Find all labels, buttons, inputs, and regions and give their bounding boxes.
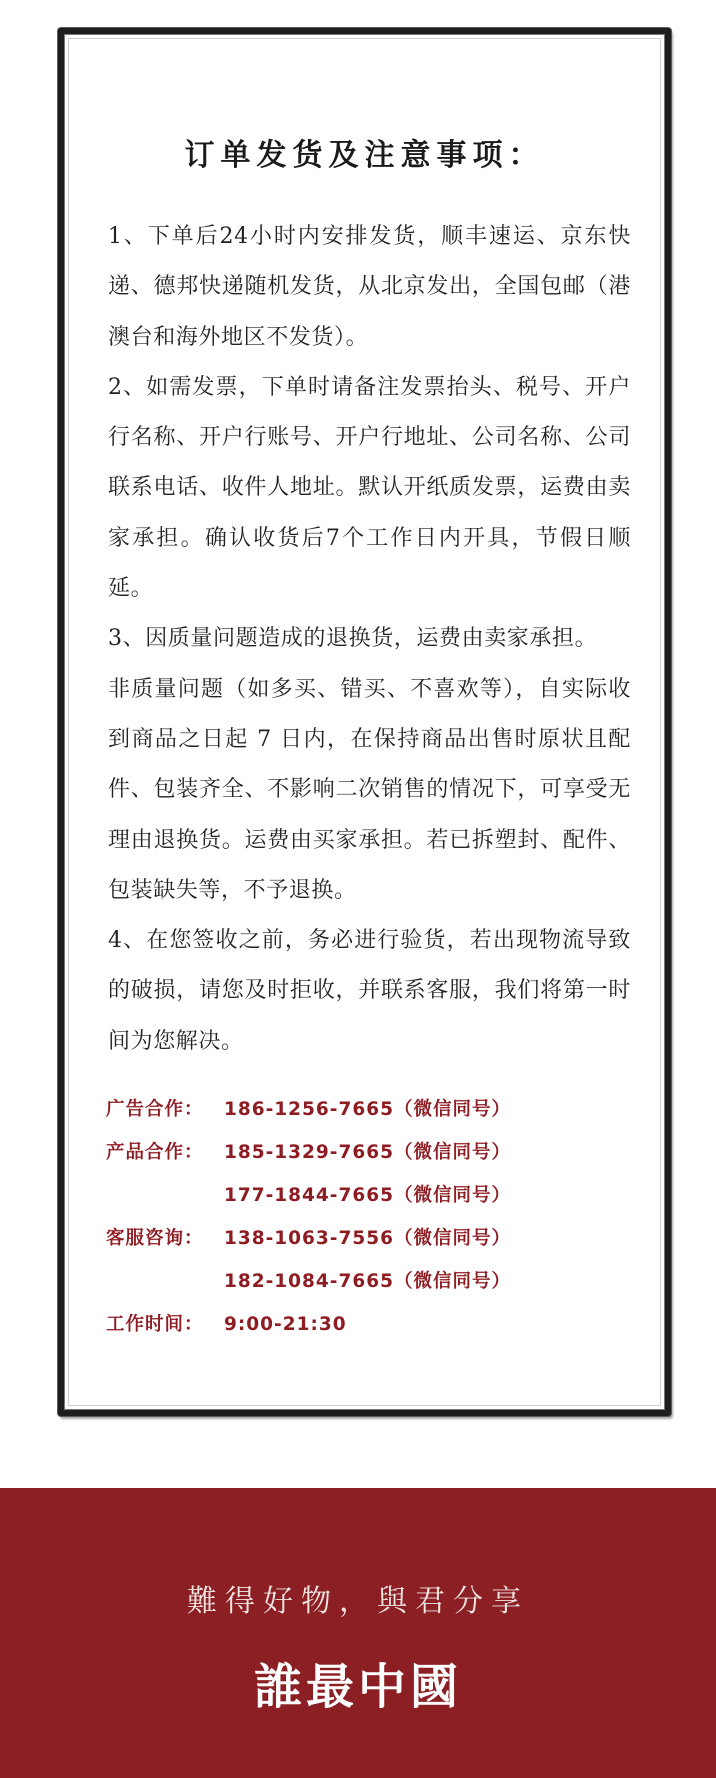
contact-label: 客服咨询： <box>106 1228 204 1249</box>
notice-title: 订单发货及注意事项： <box>184 138 545 173</box>
contact-phone: 138-1063-7556（微信同号） <box>224 1228 511 1249</box>
contact-row-service <box>106 1217 511 1260</box>
contact-row-service-2 <box>106 1260 511 1303</box>
contact-phone: 182-1084-7665（微信同号） <box>224 1271 511 1292</box>
contact-label <box>106 1174 224 1217</box>
banner-slogan: 難得好物，與君分享 <box>187 1584 529 1619</box>
brand-logo-text: 誰最中國 <box>253 1659 462 1715</box>
contact-label: 广告合作： <box>106 1099 204 1120</box>
contact-phone: 186-1256-7665（微信同号） <box>224 1099 511 1120</box>
contact-label: 工作时间： <box>106 1314 204 1335</box>
contact-row-product-2 <box>106 1174 511 1217</box>
notice-body <box>108 212 631 1067</box>
contact-row-hours <box>106 1303 511 1346</box>
contact-label <box>106 1260 224 1303</box>
contact-list <box>106 1088 511 1346</box>
working-hours: 9:00-21:30 <box>224 1314 347 1335</box>
contact-phone: 185-1329-7665（微信同号） <box>224 1142 511 1163</box>
notice-frame <box>58 28 671 1416</box>
footer-banner <box>0 1488 716 1778</box>
notice-shipping: 1、下单后24小时内安排发货，顺丰速运、京东快递、德邦快递随机发货，从北京发出，全国包邮（港澳台和海外地区不发货）。 <box>108 224 631 350</box>
contact-label: 产品合作： <box>106 1142 204 1163</box>
notice-non-quality-returns: 非质量问题（如多买、错买、不喜欢等），自实际收到商品之日起 7 日内，在保持商品出售时原状且配件、包装齐全、不影响二次销售的情况下，可享受无理由退换货。运费由买家承担。若已拆塑封、配件、包装缺失等，不予退换。 <box>108 676 631 903</box>
notice-inspection: 4、在您签收之前，务必进行验货，若出现物流导致的破损，请您及时拒收，并联系客服，我们将第一时间为您解决。 <box>108 928 631 1054</box>
contact-phone: 177-1844-7665（微信同号） <box>224 1185 511 1206</box>
contact-row-product <box>106 1131 511 1174</box>
contact-row-ads <box>106 1088 511 1131</box>
notice-invoice: 2、如需发票，下单时请备注发票抬头、税号、开户行名称、开户行账号、开户行地址、公司名称、公司联系电话、收件人地址。默认开纸质发票，运费由卖家承担。确认收货后7个工作日内开具，节假日顺延。 <box>108 374 631 602</box>
notice-quality-returns: 3、因质量问题造成的退换货，运费由卖家承担。 <box>108 626 598 652</box>
